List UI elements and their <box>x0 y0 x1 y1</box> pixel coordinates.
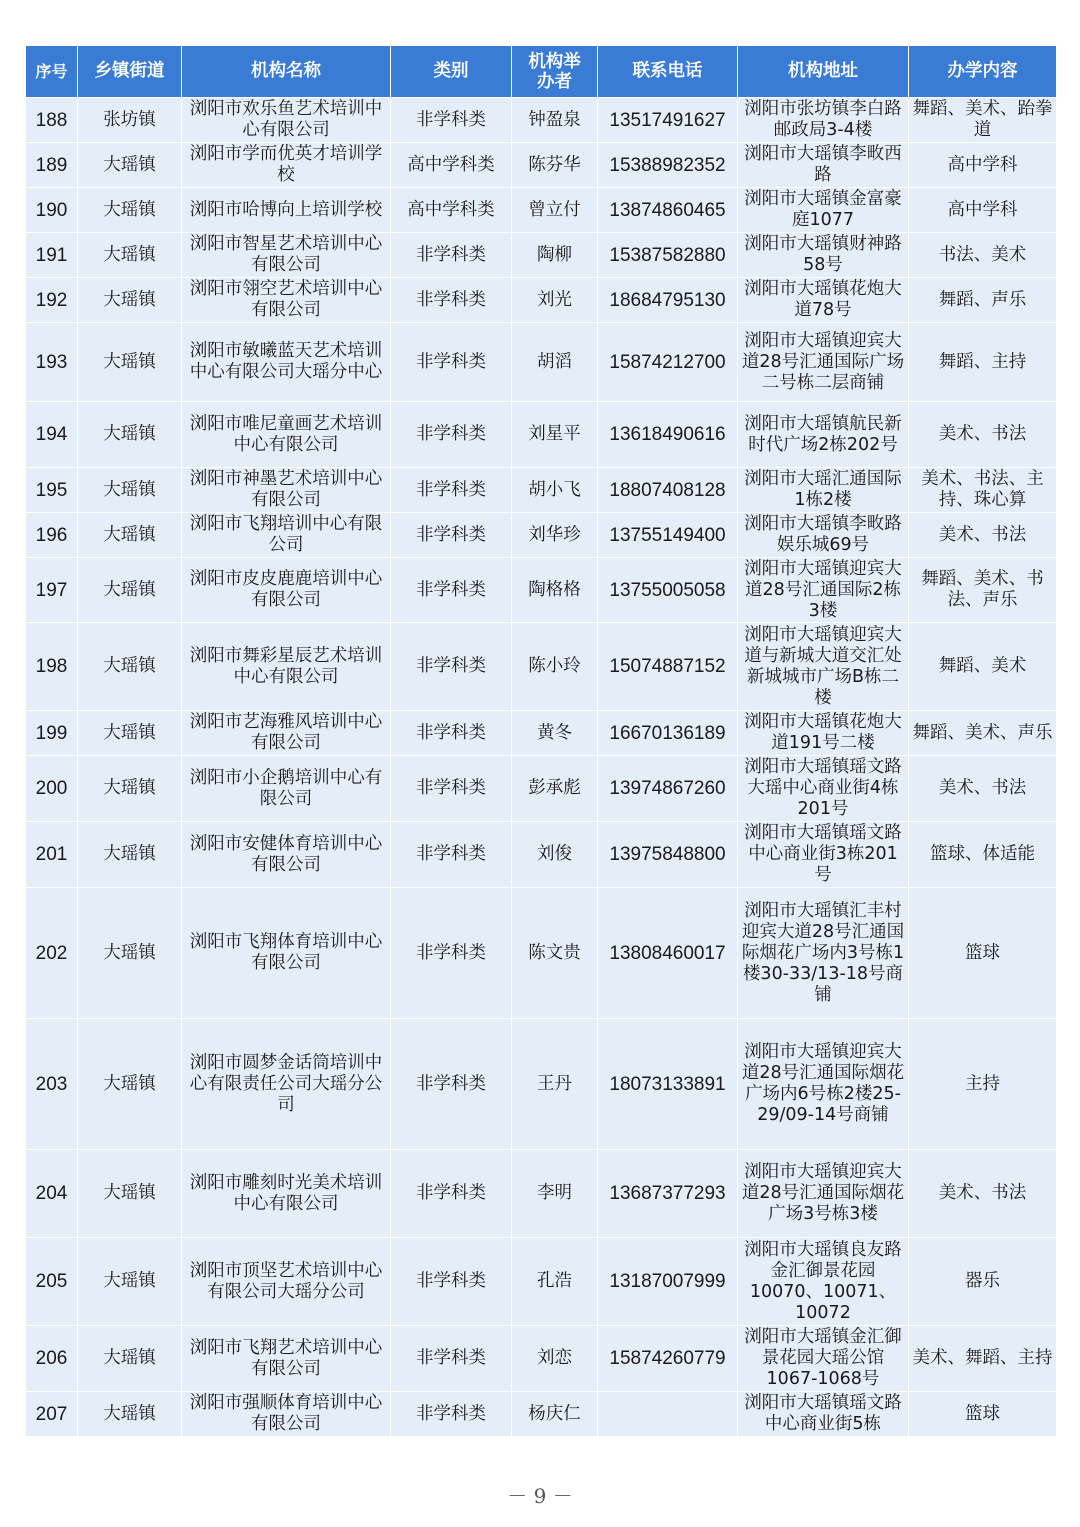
category-cell: 非学科类 <box>391 278 512 323</box>
town-cell: 大瑶镇 <box>78 1326 182 1392</box>
institution-name-cell: 浏阳市翎空艺术培训中心有限公司 <box>182 278 391 323</box>
col-header-name: 机构名称 <box>182 46 391 98</box>
town-cell: 大瑶镇 <box>78 1392 182 1437</box>
table-row <box>26 233 1057 278</box>
town-cell: 大瑶镇 <box>78 711 182 756</box>
phone-cell: 15874212700 <box>598 323 738 402</box>
address-cell: 浏阳市大瑶镇良友路金汇御景花园10070、10071、10072 <box>738 1238 909 1326</box>
sponsor-cell: 刘星平 <box>512 402 598 468</box>
page-number: － 9 － <box>507 1484 573 1508</box>
phone-cell: 13975848800 <box>598 822 738 888</box>
row-index-cell: 200 <box>26 756 78 822</box>
row-index-cell: 207 <box>26 1392 78 1437</box>
sponsor-cell: 曾立付 <box>512 188 598 233</box>
address-cell: 浏阳市大瑶镇汇丰村迎宾大道28号汇通国际烟花广场内3号栋1楼30-33/13-18号商铺 <box>738 888 909 1019</box>
table-header <box>26 46 1057 98</box>
table-row <box>26 98 1057 143</box>
content-cell: 美术、书法 <box>909 402 1057 468</box>
category-cell: 非学科类 <box>391 513 512 558</box>
address-cell: 浏阳市大瑶镇金汇御景花园大瑶公馆1067-1068号 <box>738 1326 909 1392</box>
institution-name-cell: 浏阳市唯尼童画艺术培训中心有限公司 <box>182 402 391 468</box>
category-cell: 高中学科类 <box>391 143 512 188</box>
address-cell: 浏阳市张坊镇李白路邮政局3-4楼 <box>738 98 909 143</box>
row-index-cell: 194 <box>26 402 78 468</box>
address-cell: 浏阳市大瑶汇通国际1栋2楼 <box>738 468 909 513</box>
institution-name-cell: 浏阳市圆梦金话筒培训中心有限责任公司大瑶分公司 <box>182 1019 391 1150</box>
sponsor-cell: 陶格格 <box>512 558 598 623</box>
town-cell: 大瑶镇 <box>78 1150 182 1238</box>
content-cell: 美术、书法 <box>909 756 1057 822</box>
phone-cell: 18807408128 <box>598 468 738 513</box>
row-index-cell: 192 <box>26 278 78 323</box>
institution-name-cell: 浏阳市皮皮鹿鹿培训中心有限公司 <box>182 558 391 623</box>
category-cell: 非学科类 <box>391 1392 512 1437</box>
row-index-cell: 191 <box>26 233 78 278</box>
row-index-cell: 196 <box>26 513 78 558</box>
phone-cell: 13974867260 <box>598 756 738 822</box>
sponsor-cell: 陈芬华 <box>512 143 598 188</box>
table-row <box>26 143 1057 188</box>
address-cell: 浏阳市大瑶镇迎宾大道28号汇通国际2栋3楼 <box>738 558 909 623</box>
town-cell: 大瑶镇 <box>78 278 182 323</box>
sponsor-cell: 孔浩 <box>512 1238 598 1326</box>
content-cell: 高中学科 <box>909 188 1057 233</box>
row-index-cell: 205 <box>26 1238 78 1326</box>
table-row <box>26 711 1057 756</box>
sponsor-cell: 彭承彪 <box>512 756 598 822</box>
town-cell: 大瑶镇 <box>78 623 182 711</box>
content-cell: 美术、书法 <box>909 513 1057 558</box>
sponsor-cell: 刘恋 <box>512 1326 598 1392</box>
category-cell: 非学科类 <box>391 1150 512 1238</box>
sponsor-cell: 胡小飞 <box>512 468 598 513</box>
category-cell: 非学科类 <box>391 468 512 513</box>
category-cell: 高中学科类 <box>391 188 512 233</box>
row-index-cell: 201 <box>26 822 78 888</box>
sponsor-cell: 王丹 <box>512 1019 598 1150</box>
content-cell: 舞蹈、美术 <box>909 623 1057 711</box>
table-row <box>26 822 1057 888</box>
address-cell: 浏阳市大瑶镇迎宾大道28号汇通国际烟花广场3号栋3楼 <box>738 1150 909 1238</box>
institution-name-cell: 浏阳市飞翔培训中心有限公司 <box>182 513 391 558</box>
phone-cell: 13187007999 <box>598 1238 738 1326</box>
content-cell: 器乐 <box>909 1238 1057 1326</box>
institution-name-cell: 浏阳市学而优英才培训学校 <box>182 143 391 188</box>
address-cell: 浏阳市大瑶镇瑶文路中心商业街3栋201号 <box>738 822 909 888</box>
address-cell: 浏阳市大瑶镇花炮大道78号 <box>738 278 909 323</box>
address-cell: 浏阳市大瑶镇瑶文路大瑶中心商业街4栋201号 <box>738 756 909 822</box>
row-index-cell: 197 <box>26 558 78 623</box>
phone-cell: 13755005058 <box>598 558 738 623</box>
table-row <box>26 513 1057 558</box>
content-cell: 篮球、体适能 <box>909 822 1057 888</box>
sponsor-cell: 刘俊 <box>512 822 598 888</box>
table-row <box>26 623 1057 711</box>
institution-name-cell: 浏阳市敏曦蓝天艺术培训中心有限公司大瑶分中心 <box>182 323 391 402</box>
town-cell: 大瑶镇 <box>78 1238 182 1326</box>
table-body <box>26 98 1057 1437</box>
town-cell: 大瑶镇 <box>78 402 182 468</box>
category-cell: 非学科类 <box>391 756 512 822</box>
table-row <box>26 1019 1057 1150</box>
category-cell: 非学科类 <box>391 711 512 756</box>
institution-name-cell: 浏阳市智星艺术培训中心有限公司 <box>182 233 391 278</box>
col-header-content: 办学内容 <box>909 46 1057 98</box>
sponsor-cell: 刘华珍 <box>512 513 598 558</box>
institution-name-cell: 浏阳市舞彩星辰艺术培训中心有限公司 <box>182 623 391 711</box>
content-cell: 舞蹈、主持 <box>909 323 1057 402</box>
col-header-phone: 联系电话 <box>598 46 738 98</box>
content-cell: 美术、书法 <box>909 1150 1057 1238</box>
row-index-cell: 204 <box>26 1150 78 1238</box>
town-cell: 大瑶镇 <box>78 888 182 1019</box>
address-cell: 浏阳市大瑶镇财神路58号 <box>738 233 909 278</box>
town-cell: 大瑶镇 <box>78 822 182 888</box>
content-cell: 舞蹈、声乐 <box>909 278 1057 323</box>
institution-name-cell: 浏阳市顶坚艺术培训中心有限公司大瑶分公司 <box>182 1238 391 1326</box>
institution-name-cell: 浏阳市神墨艺术培训中心有限公司 <box>182 468 391 513</box>
row-index-cell: 188 <box>26 98 78 143</box>
content-cell: 书法、美术 <box>909 233 1057 278</box>
institution-name-cell: 浏阳市哈博向上培训学校 <box>182 188 391 233</box>
town-cell: 张坊镇 <box>78 98 182 143</box>
category-cell: 非学科类 <box>391 822 512 888</box>
town-cell: 大瑶镇 <box>78 756 182 822</box>
town-cell: 大瑶镇 <box>78 468 182 513</box>
institution-name-cell: 浏阳市雕刻时光美术培训中心有限公司 <box>182 1150 391 1238</box>
address-cell: 浏阳市大瑶镇花炮大道191号二楼 <box>738 711 909 756</box>
institution-name-cell: 浏阳市飞翔体育培训中心有限公司 <box>182 888 391 1019</box>
institution-table <box>25 45 1057 1437</box>
col-header-address: 机构地址 <box>738 46 909 98</box>
phone-cell: 18073133891 <box>598 1019 738 1150</box>
town-cell: 大瑶镇 <box>78 558 182 623</box>
institution-name-cell: 浏阳市飞翔艺术培训中心有限公司 <box>182 1326 391 1392</box>
table-row <box>26 1326 1057 1392</box>
town-cell: 大瑶镇 <box>78 513 182 558</box>
category-cell: 非学科类 <box>391 233 512 278</box>
row-index-cell: 206 <box>26 1326 78 1392</box>
town-cell: 大瑶镇 <box>78 1019 182 1150</box>
content-cell: 美术、舞蹈、主持 <box>909 1326 1057 1392</box>
content-cell: 篮球 <box>909 1392 1057 1437</box>
col-header-sponsor: 机构举办者 <box>512 46 598 98</box>
row-index-cell: 190 <box>26 188 78 233</box>
institution-name-cell: 浏阳市欢乐鱼艺术培训中心有限公司 <box>182 98 391 143</box>
sponsor-cell: 陈小玲 <box>512 623 598 711</box>
sponsor-cell: 陶柳 <box>512 233 598 278</box>
table-row <box>26 468 1057 513</box>
row-index-cell: 198 <box>26 623 78 711</box>
category-cell: 非学科类 <box>391 558 512 623</box>
sponsor-cell: 钟盈泉 <box>512 98 598 143</box>
row-index-cell: 193 <box>26 323 78 402</box>
sponsor-cell: 陈文贵 <box>512 888 598 1019</box>
col-header-town: 乡镇街道 <box>78 46 182 98</box>
address-cell: 浏阳市大瑶镇迎宾大道与新城大道交汇处新城城市广场B栋二楼 <box>738 623 909 711</box>
category-cell: 非学科类 <box>391 1238 512 1326</box>
row-index-cell: 189 <box>26 143 78 188</box>
phone-cell: 13687377293 <box>598 1150 738 1238</box>
institution-name-cell: 浏阳市艺海雅风培训中心有限公司 <box>182 711 391 756</box>
institution-name-cell: 浏阳市小企鹅培训中心有限公司 <box>182 756 391 822</box>
content-cell: 舞蹈、美术、跆拳道 <box>909 98 1057 143</box>
town-cell: 大瑶镇 <box>78 233 182 278</box>
content-cell: 舞蹈、美术、声乐 <box>909 711 1057 756</box>
col-header-index: 序号 <box>26 46 78 98</box>
phone-cell: 13618490616 <box>598 402 738 468</box>
address-cell: 浏阳市大瑶镇瑶文路中心商业街5栋 <box>738 1392 909 1437</box>
category-cell: 非学科类 <box>391 323 512 402</box>
row-index-cell: 203 <box>26 1019 78 1150</box>
category-cell: 非学科类 <box>391 888 512 1019</box>
sponsor-cell: 李明 <box>512 1150 598 1238</box>
table-row <box>26 888 1057 1019</box>
phone-cell <box>598 1392 738 1437</box>
table-row <box>26 756 1057 822</box>
content-cell: 主持 <box>909 1019 1057 1150</box>
address-cell: 浏阳市大瑶镇李畋路娱乐城69号 <box>738 513 909 558</box>
content-cell: 篮球 <box>909 888 1057 1019</box>
institution-name-cell: 浏阳市安健体育培训中心有限公司 <box>182 822 391 888</box>
content-cell: 美术、书法、主持、珠心算 <box>909 468 1057 513</box>
category-cell: 非学科类 <box>391 1019 512 1150</box>
category-cell: 非学科类 <box>391 623 512 711</box>
address-cell: 浏阳市大瑶镇迎宾大道28号汇通国际广场二号栋二层商铺 <box>738 323 909 402</box>
category-cell: 非学科类 <box>391 1326 512 1392</box>
table-row <box>26 278 1057 323</box>
phone-cell: 13808460017 <box>598 888 738 1019</box>
phone-cell: 13874860465 <box>598 188 738 233</box>
address-cell: 浏阳市大瑶镇迎宾大道28号汇通国际烟花广场内6号栋2楼25-29/09-14号商铺 <box>738 1019 909 1150</box>
institution-name-cell: 浏阳市强顺体育培训中心有限公司 <box>182 1392 391 1437</box>
category-cell: 非学科类 <box>391 98 512 143</box>
phone-cell: 15074887152 <box>598 623 738 711</box>
phone-cell: 15388982352 <box>598 143 738 188</box>
sponsor-cell: 刘光 <box>512 278 598 323</box>
address-cell: 浏阳市大瑶镇航民新时代广场2栋202号 <box>738 402 909 468</box>
content-cell: 高中学科 <box>909 143 1057 188</box>
town-cell: 大瑶镇 <box>78 143 182 188</box>
town-cell: 大瑶镇 <box>78 188 182 233</box>
phone-cell: 15874260779 <box>598 1326 738 1392</box>
content-cell: 舞蹈、美术、书法、声乐 <box>909 558 1057 623</box>
town-cell: 大瑶镇 <box>78 323 182 402</box>
phone-cell: 16670136189 <box>598 711 738 756</box>
phone-cell: 15387582880 <box>598 233 738 278</box>
row-index-cell: 202 <box>26 888 78 1019</box>
address-cell: 浏阳市大瑶镇李畋西路 <box>738 143 909 188</box>
category-cell: 非学科类 <box>391 402 512 468</box>
col-header-category: 类别 <box>391 46 512 98</box>
sponsor-cell: 黄冬 <box>512 711 598 756</box>
table-row <box>26 1150 1057 1238</box>
sponsor-cell: 杨庆仁 <box>512 1392 598 1437</box>
phone-cell: 18684795130 <box>598 278 738 323</box>
table-row <box>26 1238 1057 1326</box>
row-index-cell: 195 <box>26 468 78 513</box>
sponsor-cell: 胡滔 <box>512 323 598 402</box>
phone-cell: 13755149400 <box>598 513 738 558</box>
table-row <box>26 188 1057 233</box>
table-row <box>26 558 1057 623</box>
table-row <box>26 1392 1057 1437</box>
address-cell: 浏阳市大瑶镇金富豪庭1077 <box>738 188 909 233</box>
table-row <box>26 402 1057 468</box>
row-index-cell: 199 <box>26 711 78 756</box>
table-row <box>26 323 1057 402</box>
phone-cell: 13517491627 <box>598 98 738 143</box>
